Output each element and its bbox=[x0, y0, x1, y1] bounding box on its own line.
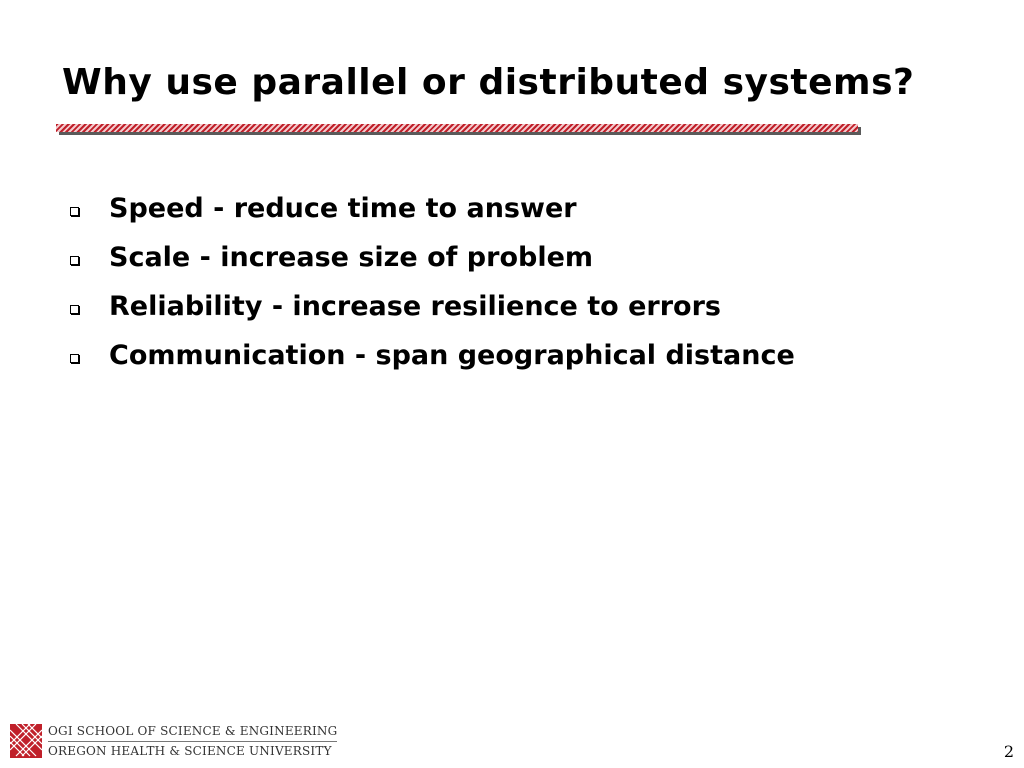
footer-logo bbox=[10, 722, 337, 760]
logo-university-name: OREGON HEALTH & SCIENCE UNIVERSITY bbox=[48, 744, 332, 758]
bullet-text: Scale - increase size of problem bbox=[109, 242, 594, 273]
title-underline-rule bbox=[56, 124, 858, 132]
bullet-item bbox=[70, 331, 795, 380]
ogi-logo-icon bbox=[10, 724, 42, 758]
logo-school-name: OGI SCHOOL OF SCIENCE & ENGINEERING bbox=[48, 722, 337, 742]
slide-title: Why use parallel or distributed systems? bbox=[62, 62, 915, 103]
logo-text bbox=[48, 722, 337, 760]
square-bullet-icon bbox=[70, 305, 79, 314]
bullet-item bbox=[70, 233, 795, 282]
bullet-text: Speed - reduce time to answer bbox=[109, 193, 577, 224]
bullet-item bbox=[70, 282, 795, 331]
square-bullet-icon bbox=[70, 354, 79, 363]
page-number: 2 bbox=[1003, 742, 1014, 761]
bullet-list bbox=[70, 184, 795, 380]
bullet-item bbox=[70, 184, 795, 233]
square-bullet-icon bbox=[70, 207, 79, 216]
bullet-text: Communication - span geographical distance bbox=[109, 340, 795, 371]
square-bullet-icon bbox=[70, 256, 79, 265]
bullet-text: Reliability - increase resilience to errors bbox=[109, 291, 721, 322]
